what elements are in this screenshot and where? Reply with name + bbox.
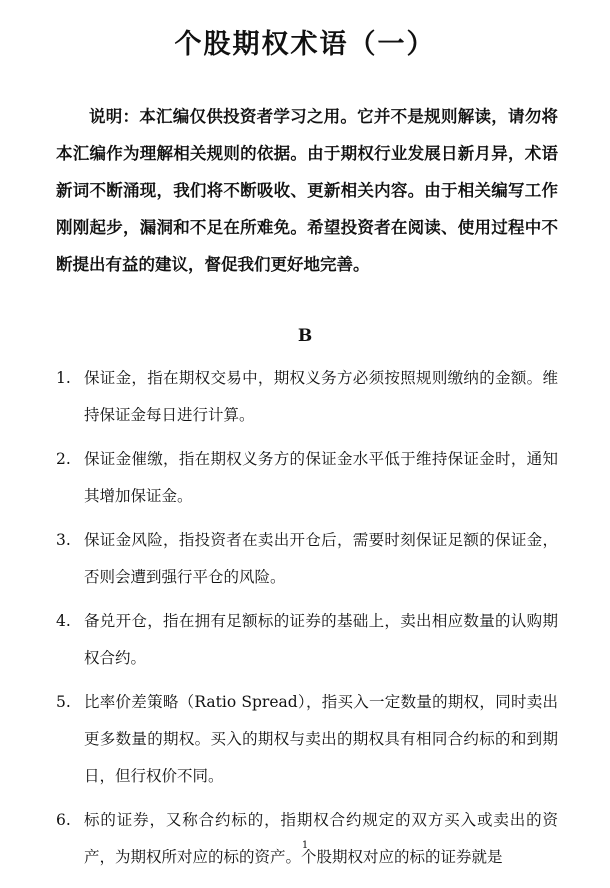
term-text: 比率价差策略（Ratio Spread），指买入一定数量的期权，同时卖出更多数量的期权。买入的期权与卖出的期权具有相同合约标的和到期日，但行权价不同。 <box>84 693 558 785</box>
term-item <box>56 684 558 795</box>
term-text: 保证金风险，指投资者在卖出开仓后，需要时刻保证足额的保证金，否则会遭到强行平仓的风险。 <box>84 531 558 586</box>
terms-list <box>56 360 558 883</box>
document-title: 个股期权术语（一） <box>174 29 436 60</box>
term-item <box>56 360 558 434</box>
term-item <box>56 522 558 596</box>
term-item <box>56 603 558 677</box>
term-text: 保证金催缴，指在期权义务方的保证金水平低于维持保证金时，通知其增加保证金。 <box>84 450 558 505</box>
section-heading: B <box>297 326 313 346</box>
term-text: 备兑开仓，指在拥有足额标的证券的基础上，卖出相应数量的认购期权合约。 <box>84 612 558 667</box>
page-number: 1 <box>301 840 309 851</box>
term-text: 保证金，指在期权交易中，期权义务方必须按照规则缴纳的金额。维持保证金每日进行计算。 <box>84 369 558 424</box>
term-number: 1. <box>56 369 71 387</box>
term-item <box>56 441 558 515</box>
term-number: 3. <box>56 531 71 549</box>
term-number: 2. <box>56 450 71 468</box>
intro-paragraph: 说明：本汇编仅供投资者学习之用。它并不是规则解读，请勿将本汇编作为理解相关规则的依据。由于期权行业发展日新月异，术语新词不断涌现，我们将不断吸收、更新相关内容。由于相关编写工作刚刚起步，漏洞和不足在所难免。希望投资者在阅读、使用过程中不断提出有益的建议，督促我们更好地完善。 <box>56 107 558 274</box>
term-text: 标的证券，又称合约标的，指期权合约规定的双方买入或卖出的资产，为期权所对应的标的资产。个股期权对应的标的证券就是 <box>84 811 558 866</box>
term-number: 5. <box>56 693 71 711</box>
term-number: 4. <box>56 612 71 630</box>
term-item <box>56 802 558 876</box>
term-number: 6. <box>56 811 71 829</box>
